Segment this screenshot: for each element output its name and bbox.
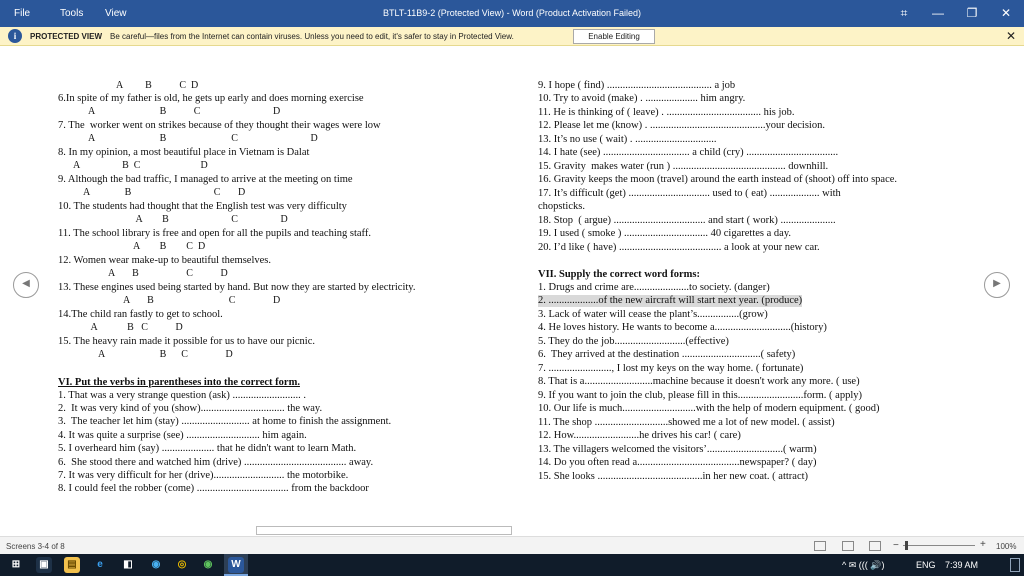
close-bar-icon[interactable]: ✕	[1006, 29, 1017, 43]
window-title: BTLT-11B9-2 (Protected View) - Word (Product Activation Failed)	[383, 8, 641, 18]
exercise-line-highlighted: 2. ...................of the new aircraft will start next year. (produce)	[538, 295, 803, 306]
close-window-button[interactable]: ✕	[1000, 6, 1012, 20]
exercise-line: 7. ........................, I lost my keys on the way home. ( fortunate)	[538, 363, 804, 374]
notifications-icon[interactable]	[1010, 558, 1020, 572]
word-icon: W	[228, 557, 244, 573]
word-taskbar-button[interactable]	[224, 554, 248, 576]
exercise-line: 5. I overheard him (say) .................... that he didn't want to learn Math.	[58, 443, 357, 454]
exercise-line: 20. I’d like ( have) ....................................... a look at your new car.	[538, 242, 820, 253]
task-view-icon[interactable]: ▣	[36, 557, 52, 573]
answer-labels: A B C D	[76, 106, 281, 117]
exercise-line: 18. Stop ( argue) ................................... and start ( work) .....................	[538, 215, 836, 226]
exercise-line: 15. Gravity makes water (run ) ........................................... downhill.	[538, 161, 829, 172]
exercise-line: 6. They arrived at the destination ..............................( safety)	[538, 349, 796, 360]
exercise-line: 15. She looks ........................................in her new coat. ( attract)	[538, 471, 809, 482]
exercise-line: 14. I hate (see) ................................. a child (cry) ...................................	[538, 147, 839, 158]
question-line: 10. The students had thought that the English test was very difficulty	[58, 201, 347, 212]
answer-labels: A B C D	[66, 214, 288, 225]
exercise-line: 14. Do you often read a.......................................newspaper? ( day)	[538, 457, 817, 468]
exercise-line: 5. They do the job...........................(effective)	[538, 336, 729, 347]
read-mode-icon[interactable]	[814, 541, 826, 551]
restore-button[interactable]: ❐	[966, 6, 978, 20]
question-line: 7. The worker went on strikes because of they thought their wages were low	[58, 120, 381, 131]
menu-view[interactable]: View	[105, 8, 127, 19]
exercise-line: 2. It was very kind of you (show)................................ the way.	[58, 403, 323, 414]
input-language[interactable]: ENG	[916, 560, 936, 570]
answer-labels: A B C D	[76, 133, 318, 144]
exercise-line: 9. I hope ( find) ........................................ a job	[538, 80, 736, 91]
question-line: 15. The heavy rain made it possible for us to have our picnic.	[58, 336, 315, 347]
exercise-line: 1. That was a very strange question (ask) .......................... .	[58, 390, 306, 401]
exercise-line: 8. That is a..........................machine because it doesn't work any more. ( use)	[538, 376, 860, 387]
chrome-icon[interactable]: ◎	[177, 559, 187, 570]
answer-labels: A B C D	[66, 322, 183, 333]
exercise-line: 10. Our life is much............................with the help of modern equipment. ( good)	[538, 403, 880, 414]
focus-mode-icon[interactable]: ⌗	[900, 6, 908, 20]
section-6-heading: VI. Put the verbs in parentheses into the correct form.	[58, 377, 300, 388]
answer-labels: A B C D	[66, 187, 246, 198]
exercise-line: 12. Please let me (know) . ............................................your decision.	[538, 120, 825, 131]
horizontal-scrollbar[interactable]	[256, 526, 512, 535]
exercise-line: 13. It’s no use ( wait) . ...............................	[538, 134, 717, 145]
section-7-heading: VII. Supply the correct word forms:	[538, 269, 700, 280]
exercise-line: chopsticks.	[538, 201, 585, 212]
store-icon[interactable]: ◧	[123, 559, 133, 570]
protected-view-bar	[0, 27, 1024, 46]
exercise-line: 13. The villagers welcomed the visitors’.............................( warm)	[538, 444, 817, 455]
exercise-line: 7. It was very difficult for her (drive)........................... the motorbike.	[58, 470, 349, 481]
exercise-line: 17. It’s difficult (get) ............................... used to ( eat) ................... with	[538, 188, 841, 199]
answer-labels: A B C D	[66, 295, 281, 306]
question-line: 6.In spite of my father is old, he gets up early and does morning exercise	[58, 93, 364, 104]
question-line: 8. In my opinion, a most beautiful place in Vietnam is Dalat	[58, 147, 310, 158]
question-line: 14.The child ran fastly to get to school.	[58, 309, 223, 320]
protected-view-label: PROTECTED VIEW	[30, 32, 103, 41]
minimize-button[interactable]: —	[932, 6, 944, 20]
next-screen-button[interactable]: ▶	[984, 272, 1010, 298]
taskbar	[0, 554, 1024, 576]
exercise-line: 8. I could feel the robber (come) ................................... from the backdoor	[58, 483, 369, 494]
answer-labels: A B C D	[66, 241, 206, 252]
menu-tools[interactable]: Tools	[60, 8, 84, 19]
answer-labels: A B C D	[66, 160, 208, 171]
start-icon[interactable]: ⊞	[11, 559, 21, 570]
clock[interactable]: 7:39 AM	[945, 560, 979, 570]
answer-labels: A B C D	[66, 268, 228, 279]
enable-editing-button[interactable]: Enable Editing	[573, 29, 655, 44]
page-count: Screens 3-4 of 8	[6, 542, 65, 551]
zoom-out-button[interactable]: −	[893, 540, 899, 551]
exercise-line: 3. The teacher let him (stay) .......................... at home to finish the assignment.	[58, 416, 392, 427]
app-icon[interactable]: ◉	[151, 559, 161, 570]
exercise-line: 1. Drugs and crime are.....................to society. (danger)	[538, 282, 770, 293]
exercise-line: 3. Lack of water will cease the plant’s................(grow)	[538, 309, 768, 320]
exercise-line: 11. He is thinking of ( leave) . .................................... his job.	[538, 107, 795, 118]
menu-file[interactable]: File	[14, 8, 31, 19]
question-line: 13. These engines used being started by hand. But now they are started by electricity.	[58, 282, 416, 293]
exercise-line: 12. How.........................he drives his car! ( care)	[538, 430, 741, 441]
question-line: 11. The school library is free and open for all the pupils and teaching staff.	[58, 228, 371, 239]
title-bar	[0, 0, 1024, 27]
answer-labels: A B C D	[66, 349, 233, 360]
info-icon: i	[8, 29, 22, 43]
print-layout-icon[interactable]	[842, 541, 854, 551]
previous-screen-button[interactable]: ◀	[13, 272, 39, 298]
protected-view-message: Be careful—files from the Internet can contain viruses. Unless you need to edit, it's safer to stay in Protected View.	[110, 32, 514, 41]
document-area	[0, 46, 1024, 536]
system-tray-icons[interactable]: ^ ✉ ((( 🔊)	[842, 560, 885, 570]
file-explorer-icon[interactable]: ▤	[64, 557, 80, 573]
app-green-icon[interactable]: ◉	[203, 559, 213, 570]
exercise-line: 4. It was quite a surprise (see) ............................ him again.	[58, 430, 307, 441]
edge-icon[interactable]: e	[97, 559, 103, 570]
zoom-level[interactable]: 100%	[996, 542, 1017, 551]
zoom-slider[interactable]	[903, 545, 975, 546]
exercise-line: 10. Try to avoid (make) . .................... him angry.	[538, 93, 746, 104]
exercise-line: 16. Gravity keeps the moon (travel) around the earth instead of (shoot) off into space.	[538, 174, 898, 185]
answer-labels: A B C D	[116, 80, 199, 91]
exercise-line: 11. The shop ............................showed me a lot of new model. ( assist)	[538, 417, 835, 428]
web-layout-icon[interactable]	[869, 541, 881, 551]
question-line: 9. Although the bad traffic, I managed to arrive at the meeting on time	[58, 174, 353, 185]
exercise-line: 6. She stood there and watched him (drive) ....................................... away.	[58, 457, 374, 468]
exercise-line: 19. I used ( smoke ) ................................ 40 cigarettes a day.	[538, 228, 792, 239]
zoom-slider-thumb[interactable]	[905, 541, 908, 550]
exercise-line: 9. If you want to join the club, please fill in this.........................form. ( apply)	[538, 390, 862, 401]
status-bar	[0, 536, 1024, 554]
zoom-in-button[interactable]: +	[980, 539, 986, 550]
exercise-line: 4. He loves history. He wants to become a.............................(history)	[538, 322, 827, 333]
question-line: 12. Women wear make-up to beautiful themselves.	[58, 255, 271, 266]
